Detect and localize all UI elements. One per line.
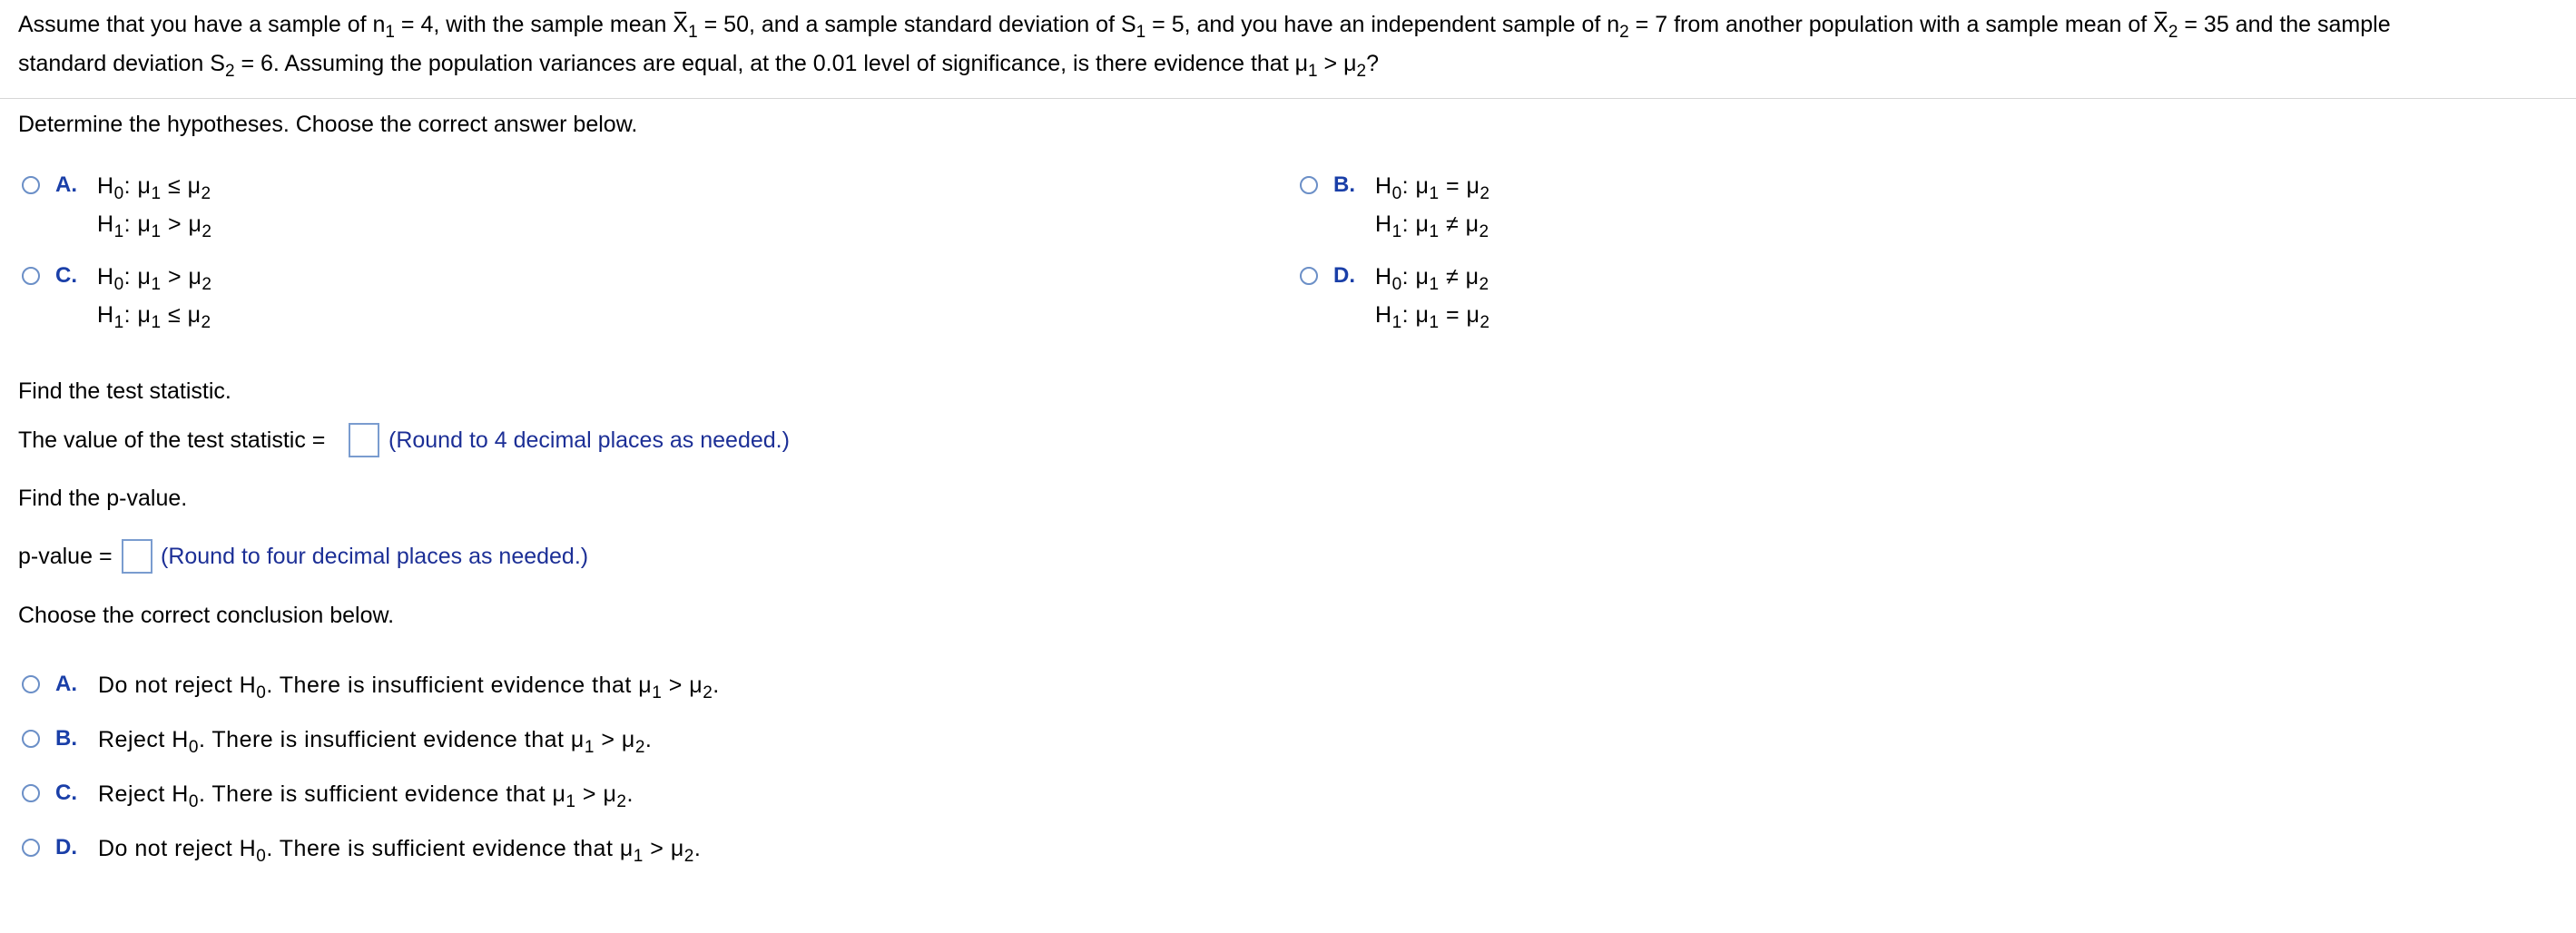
alternative-hypothesis: $H_1$: $\mu_1 \le \mu_2$ — [97, 302, 211, 332]
conclusion-text: Reject $H_0$. There is insufficient evidence that $\mu_1 > \mu_2$. — [98, 727, 653, 757]
alternative-hypothesis: $H_1$: $\mu_1 = \mu_2$ — [1375, 302, 1490, 332]
test-statistic-input[interactable] — [349, 423, 379, 457]
xbar-symbol: X — [673, 12, 689, 37]
option-letter: A. — [55, 672, 77, 696]
question-line-2: standard deviation $S_2 = 6$. Assuming the population variances are equal, at the 0.01 level of significance, is there evidence that $\mu_1 > \mu_2$? — [18, 51, 1379, 81]
alternative-hypothesis: $H_1$: $\mu_1 > \mu_2$ — [97, 211, 212, 241]
p-value-label: p-value = — [18, 544, 113, 569]
radio-button[interactable] — [22, 176, 40, 194]
radio-button[interactable] — [22, 267, 40, 285]
p-value-input[interactable] — [122, 539, 152, 574]
hypotheses-prompt: Determine the hypotheses. Choose the correct answer below. — [18, 112, 638, 137]
radio-button[interactable] — [22, 839, 40, 857]
option-letter: B. — [55, 726, 77, 751]
null-hypothesis: $H_0$: $\mu_1 > \mu_2$ — [97, 264, 212, 294]
conclusion-text: Do not reject $H_0$. There is sufficient evidence that $\mu_1 > \mu_2$. — [98, 836, 702, 866]
test-statistic-prompt: Find the test statistic. — [18, 378, 231, 404]
null-hypothesis: $H_0$: $\mu_1 \ne \mu_2$ — [1375, 264, 1490, 294]
radio-button[interactable] — [1300, 267, 1318, 285]
p-value-prompt: Find the p-value. — [18, 486, 188, 511]
radio-button[interactable] — [22, 675, 40, 693]
test-statistic-hint: (Round to 4 decimal places as needed.) — [388, 427, 790, 453]
test-statistic-label: The value of the test statistic = — [18, 427, 326, 453]
question-line-1: Assume that you have a sample of $n_1 = 4$, with the sample mean $X_1 = 50$, and a sample standard deviation of $S_1 = 5$, and you have an independent sample of $n_2 = 7$ from another population with a sample mean of $X_2 = 35$ and the sample — [18, 12, 2391, 42]
option-letter: C. — [55, 263, 77, 288]
null-hypothesis: $H_0$: $\mu_1 = \mu_2$ — [1375, 173, 1490, 203]
alternative-hypothesis: $H_1$: $\mu_1 \ne \mu_2$ — [1375, 211, 1490, 241]
radio-button[interactable] — [22, 784, 40, 802]
option-letter: C. — [55, 781, 77, 805]
radio-button[interactable] — [1300, 176, 1318, 194]
option-letter: B. — [1333, 172, 1355, 197]
null-hypothesis: $H_0$: $\mu_1 \le \mu_2$ — [97, 173, 211, 203]
conclusion-text: Reject $H_0$. There is sufficient evidence that $\mu_1 > \mu_2$. — [98, 781, 634, 811]
conclusion-text: Do not reject $H_0$. There is insufficient evidence that $\mu_1 > \mu_2$. — [98, 673, 720, 702]
option-letter: D. — [55, 835, 77, 859]
conclusion-prompt: Choose the correct conclusion below. — [18, 603, 395, 628]
xbar-symbol: X — [2153, 12, 2168, 37]
p-value-hint: (Round to four decimal places as needed.) — [161, 544, 589, 569]
option-letter: A. — [55, 172, 77, 197]
radio-button[interactable] — [22, 730, 40, 748]
divider — [0, 98, 2576, 99]
option-letter: D. — [1333, 263, 1355, 288]
